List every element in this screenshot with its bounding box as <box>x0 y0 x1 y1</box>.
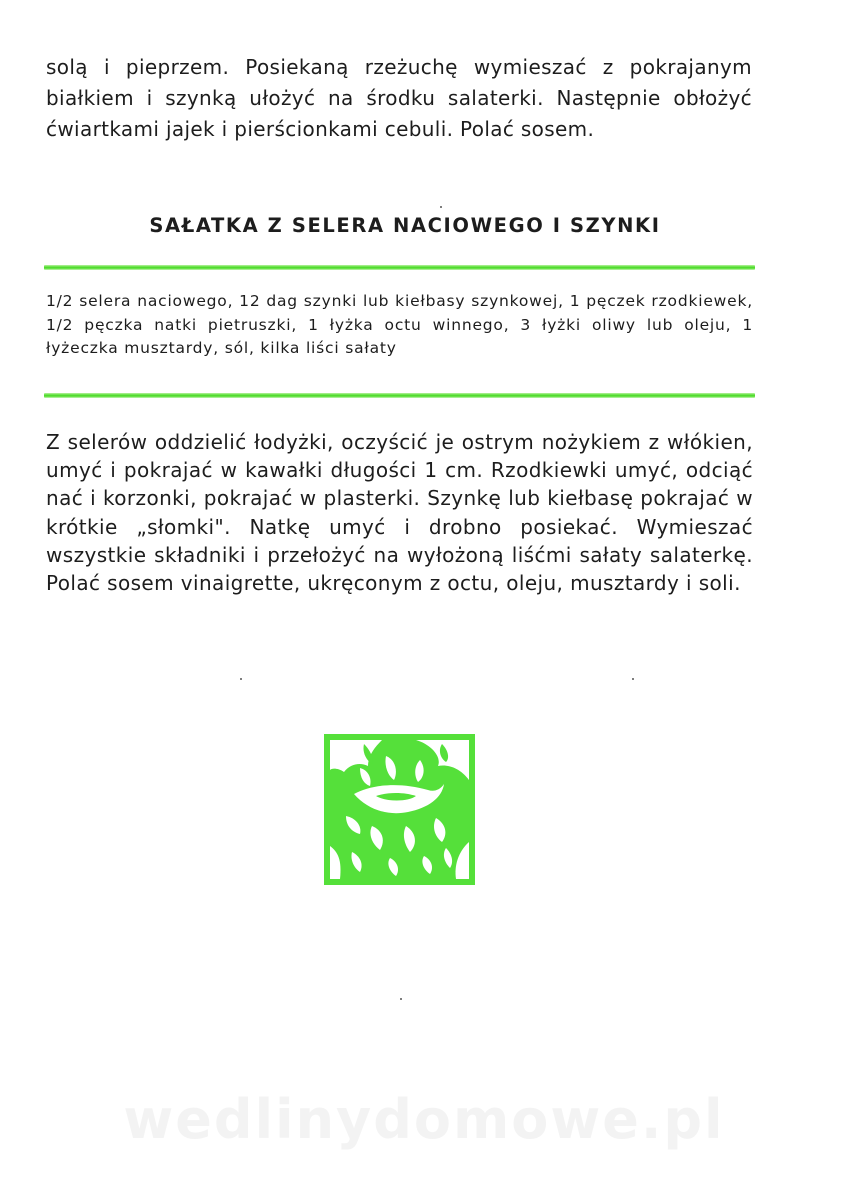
print-speck <box>632 678 634 680</box>
recipe-title: SAŁATKA Z SELERA NACIOWEGO I SZYNKI <box>149 214 661 237</box>
watermark-text: wedlinydomowe.pl <box>123 1088 725 1151</box>
intro-paragraph: solą i pieprzem. Posiekaną rzeżuchę wymieszać z pokrajanym białkiem i szynką ułożyć na środku salaterki. Następnie obłożyć ćwiartkami jajek i pierścionkami cebuli. Polać sosem. <box>46 55 752 141</box>
print-speck <box>400 998 402 1000</box>
flower-ornament-icon <box>324 734 475 885</box>
print-speck <box>240 678 242 680</box>
method-paragraph: Z selerów oddzielić łodyżki, oczyścić je ostrym nożykiem z włókien, umyć i pokrajać w kawałki długości 1 cm. Rzodkiewki umyć, odciąć nać i korzonki, pokrajać w plasterki. Szynkę lub kiełbasę pokrajać w krótkie „słomki". Natkę umyć i drobno posiekać. Wymieszać wszystkie składniki i przełożyć na wyłożoną liśćmi sałaty salaterkę. Polać sosem vinaigrette, ukręconym z octu, oleju, musztardy i soli. <box>46 430 753 596</box>
divider-top <box>44 265 755 270</box>
print-speck <box>440 206 442 208</box>
ingredients-list: 1/2 selera naciowego, 12 dag szynki lub kiełbasy szynkowej, 1 pęczek rzodkiewek, 1/2 pęczka natki pietruszki, 1 łyżka octu winnego, 3 łyżki oliwy lub oleju, 1 łyżeczka musztardy, sól, kilka liści sałaty <box>46 292 753 357</box>
divider-bottom <box>44 393 755 398</box>
